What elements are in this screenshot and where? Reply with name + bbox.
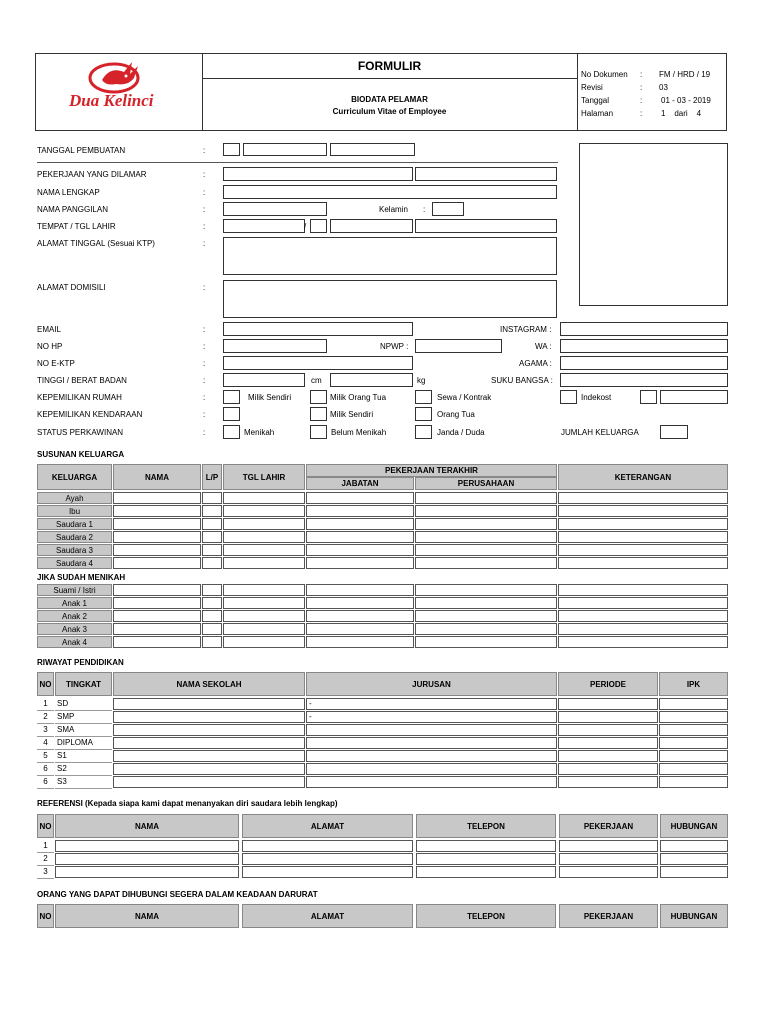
table-cell[interactable]: [306, 492, 414, 504]
checkbox-janda-duda[interactable]: [415, 425, 432, 439]
email-field[interactable]: [223, 322, 413, 336]
table-cell[interactable]: [113, 610, 201, 622]
tinggi-field[interactable]: [223, 373, 305, 387]
table-cell[interactable]: [113, 544, 201, 556]
table-cell[interactable]: [242, 840, 413, 852]
table-cell[interactable]: [113, 492, 201, 504]
edu-row-level: SMP: [55, 711, 112, 724]
table-cell[interactable]: [223, 636, 305, 648]
table-cell[interactable]: [558, 610, 728, 622]
family-member-label: Ayah: [37, 492, 112, 504]
table-cell[interactable]: [202, 584, 222, 596]
alamat-tinggal-field[interactable]: [223, 237, 557, 275]
label-pekerjaan: PEKERJAAN YANG DILAMAR: [37, 170, 147, 179]
nama-panggilan-field[interactable]: [223, 202, 327, 216]
checkbox-belum-menikah[interactable]: [310, 425, 327, 439]
table-cell[interactable]: [202, 544, 222, 556]
table-cell[interactable]: [559, 840, 658, 852]
col-lp: L/P: [202, 464, 222, 490]
instagram-field[interactable]: [560, 322, 728, 336]
tgl-lahir-month-field[interactable]: [330, 219, 413, 233]
table-cell[interactable]: [113, 623, 201, 635]
table-cell[interactable]: [113, 776, 305, 788]
table-cell[interactable]: [202, 492, 222, 504]
checkbox-rumah-indekost[interactable]: [560, 390, 577, 404]
ref-row-number: 1: [37, 840, 54, 853]
emg-col-nama: NAMA: [55, 904, 239, 928]
col-keterangan: KETERANGAN: [558, 464, 728, 490]
no-hp-field[interactable]: [223, 339, 327, 353]
pekerjaan-field-2[interactable]: [415, 167, 557, 181]
meta-label: Tanggal: [581, 96, 610, 105]
label-tempat-tgl: TEMPAT / TGL LAHIR: [37, 222, 116, 231]
family-member-label: Anak 4: [37, 636, 112, 648]
table-cell[interactable]: [659, 737, 728, 749]
meta-label: Revisi: [581, 83, 603, 92]
edu-row-level: SMA: [55, 724, 112, 737]
alamat-domisili-field[interactable]: [223, 280, 557, 318]
kendaraan-field[interactable]: [223, 407, 240, 421]
table-cell[interactable]: [306, 557, 414, 569]
table-cell[interactable]: [558, 584, 728, 596]
table-cell[interactable]: [306, 763, 557, 775]
section-susunan-keluarga: SUSUNAN KELUARGA: [37, 450, 125, 459]
table-cell[interactable]: [559, 866, 658, 878]
table-cell[interactable]: [659, 724, 728, 736]
label-jumlah-keluarga: JUMLAH KELUARGA: [561, 428, 639, 437]
table-cell[interactable]: [223, 597, 305, 609]
table-cell[interactable]: [306, 610, 414, 622]
table-cell[interactable]: [306, 737, 557, 749]
table-cell[interactable]: [202, 597, 222, 609]
label-tanggal-pembuatan: TANGGAL PEMBUATAN: [37, 146, 126, 155]
table-cell[interactable]: [306, 518, 414, 530]
emg-col-alamat: ALAMAT: [242, 904, 413, 928]
table-cell[interactable]: [242, 866, 413, 878]
table-cell[interactable]: [113, 518, 201, 530]
logo-text: Dua Kelinci: [69, 91, 154, 110]
table-cell[interactable]: [113, 750, 305, 762]
suku-bangsa-field[interactable]: [560, 373, 728, 387]
ref-col-alamat: ALAMAT: [242, 814, 413, 838]
ref-col-no: NO: [37, 814, 54, 838]
edu-row-number: 3: [37, 724, 54, 737]
label-nama-panggilan: NAMA PANGGILAN: [37, 205, 108, 214]
table-cell[interactable]: [659, 698, 728, 710]
label-tinggi-berat: TINGGI / BERAT BADAN: [37, 376, 127, 385]
checkbox-rumah-milik-sendiri[interactable]: [223, 390, 240, 404]
edu-col-ipk: IPK: [659, 672, 728, 696]
table-cell[interactable]: [558, 737, 658, 749]
family-member-label: Saudara 4: [37, 557, 112, 569]
table-cell[interactable]: [306, 750, 557, 762]
table-cell[interactable]: [113, 636, 201, 648]
table-cell[interactable]: [558, 531, 728, 543]
edu-row-number: 2: [37, 711, 54, 724]
edu-col-jurusan: JURUSAN: [306, 672, 557, 696]
table-cell[interactable]: [113, 531, 201, 543]
meta-label: No Dokumen: [581, 70, 628, 79]
col-nama: NAMA: [113, 464, 201, 490]
ref-col-hubungan: HUBUNGAN: [660, 814, 728, 838]
family-member-label: Anak 1: [37, 597, 112, 609]
table-cell[interactable]: [415, 636, 557, 648]
jumlah-keluarga-field[interactable]: [660, 425, 688, 439]
edu-row-level: S3: [55, 776, 112, 789]
pekerjaan-field-1[interactable]: [223, 167, 413, 181]
berat-field[interactable]: [330, 373, 413, 387]
table-cell[interactable]: [306, 597, 414, 609]
table-cell[interactable]: [558, 711, 658, 723]
edu-row-number: 6: [37, 763, 54, 776]
label-suku-bangsa: SUKU BANGSA :: [491, 376, 553, 385]
company-logo: [36, 54, 202, 130]
label-alamat-tinggal: ALAMAT TINGGAL (Sesuai KTP): [37, 239, 155, 248]
table-cell[interactable]: [113, 763, 305, 775]
ref-col-telepon: TELEPON: [416, 814, 556, 838]
edu-row-level: S1: [55, 750, 112, 763]
table-cell[interactable]: [558, 750, 658, 762]
col-tgl-lahir: TGL LAHIR: [223, 464, 305, 490]
table-cell[interactable]: [558, 623, 728, 635]
date-day-field[interactable]: [223, 143, 240, 156]
table-cell[interactable]: [659, 711, 728, 723]
table-cell[interactable]: [306, 636, 414, 648]
table-cell[interactable]: [202, 636, 222, 648]
table-cell[interactable]: -: [306, 698, 557, 710]
col-pekerjaan-terakhir: PEKERJAAN TERAKHIR: [306, 464, 557, 477]
label-instagram: INSTAGRAM :: [500, 325, 552, 334]
rabbit-logo-icon: [36, 54, 202, 130]
table-cell[interactable]: [558, 636, 728, 648]
label-nama-lengkap: NAMA LENGKAP: [37, 188, 100, 197]
table-cell[interactable]: [558, 557, 728, 569]
checkbox-menikah[interactable]: [223, 425, 240, 439]
table-cell[interactable]: [558, 505, 728, 517]
table-cell[interactable]: [416, 840, 556, 852]
table-cell[interactable]: [242, 853, 413, 865]
table-cell[interactable]: [306, 724, 557, 736]
emg-col-pekerjaan: PEKERJAAN: [559, 904, 658, 928]
table-cell[interactable]: [416, 866, 556, 878]
edu-row-level: DIPLOMA: [55, 737, 112, 750]
table-cell[interactable]: [223, 610, 305, 622]
col-jabatan: JABATAN: [306, 477, 414, 490]
emg-col-telepon: TELEPON: [416, 904, 556, 928]
table-cell[interactable]: [202, 505, 222, 517]
ref-row-number: 3: [37, 866, 54, 879]
npwp-field[interactable]: [415, 339, 502, 353]
table-cell[interactable]: [659, 763, 728, 775]
rumah-lainnya-field[interactable]: [660, 390, 728, 404]
table-cell[interactable]: [306, 776, 557, 788]
table-cell[interactable]: [202, 623, 222, 635]
edu-col-nama-sekolah: NAMA SEKOLAH: [113, 672, 305, 696]
label-kepemilikan-rumah: KEPEMILIKAN RUMAH: [37, 393, 122, 402]
date-year-field[interactable]: [330, 143, 415, 156]
table-cell[interactable]: [55, 853, 239, 865]
table-cell[interactable]: -: [306, 711, 557, 723]
table-cell[interactable]: [558, 724, 658, 736]
table-cell[interactable]: [223, 584, 305, 596]
no-ektp-field[interactable]: [223, 356, 413, 370]
family-member-label: Anak 3: [37, 623, 112, 635]
table-cell[interactable]: [415, 505, 557, 517]
table-cell[interactable]: [558, 698, 658, 710]
form-subtitle: BIODATA PELAMAR: [351, 95, 428, 104]
label-no-ektp: NO E-KTP: [37, 359, 75, 368]
table-cell[interactable]: [558, 544, 728, 556]
table-cell[interactable]: [558, 518, 728, 530]
checkbox-kendaraan-orang-tua[interactable]: [415, 407, 432, 421]
family-member-label: Saudara 2: [37, 531, 112, 543]
table-cell[interactable]: [223, 557, 305, 569]
meta-label: Halaman: [581, 109, 614, 118]
family-member-label: Anak 2: [37, 610, 112, 622]
table-cell[interactable]: [415, 610, 557, 622]
table-cell[interactable]: [415, 557, 557, 569]
table-cell[interactable]: [415, 492, 557, 504]
emg-col-hubungan: HUBUNGAN: [660, 904, 728, 928]
table-cell[interactable]: [558, 597, 728, 609]
table-cell[interactable]: [559, 853, 658, 865]
table-cell[interactable]: [415, 584, 557, 596]
label-email: EMAIL: [37, 325, 62, 334]
section-referensi: REFERENSI (Kepada siapa kami dapat menanyakan diri saudara lebih lengkap): [37, 799, 338, 808]
family-member-label: Suami / Istri: [37, 584, 112, 596]
table-cell[interactable]: [660, 840, 728, 852]
edu-row-number: 5: [37, 750, 54, 763]
kelamin-field[interactable]: [432, 202, 464, 216]
table-cell[interactable]: [202, 557, 222, 569]
table-cell[interactable]: [223, 531, 305, 543]
label-npwp: NPWP :: [380, 342, 409, 351]
table-cell[interactable]: [223, 623, 305, 635]
label-wa: WA :: [535, 342, 552, 351]
table-cell[interactable]: [416, 853, 556, 865]
table-cell[interactable]: [306, 623, 414, 635]
section-riwayat-pendidikan: RIWAYAT PENDIDIKAN: [37, 658, 124, 667]
table-cell[interactable]: [223, 505, 305, 517]
table-cell[interactable]: [113, 584, 201, 596]
ref-col-pekerjaan: PEKERJAAN: [559, 814, 658, 838]
tempat-lahir-field[interactable]: [223, 219, 305, 233]
ref-col-nama: NAMA: [55, 814, 239, 838]
section-kontak-darurat: ORANG YANG DAPAT DIHUBUNGI SEGERA DALAM KEADAAN DARURAT: [37, 890, 318, 899]
wa-field[interactable]: [560, 339, 728, 353]
label-alamat-domisili: ALAMAT DOMISILI: [37, 283, 106, 292]
label-agama: AGAMA :: [519, 359, 552, 368]
table-cell[interactable]: [415, 597, 557, 609]
table-cell[interactable]: [660, 853, 728, 865]
photo-box[interactable]: [579, 143, 728, 306]
edu-row-level: S2: [55, 763, 112, 776]
section-jika-sudah-menikah: JIKA SUDAH MENIKAH: [37, 573, 126, 582]
table-cell[interactable]: [660, 866, 728, 878]
checkbox-rumah-milik-ortu[interactable]: [310, 390, 327, 404]
ref-row-number: 2: [37, 853, 54, 866]
nama-lengkap-field[interactable]: [223, 185, 557, 199]
edu-col-no: NO: [37, 672, 54, 696]
family-member-label: Ibu: [37, 505, 112, 517]
table-cell[interactable]: [558, 776, 658, 788]
table-cell[interactable]: [55, 866, 239, 878]
table-cell[interactable]: [306, 505, 414, 517]
table-cell[interactable]: [202, 531, 222, 543]
col-keluarga: KELUARGA: [37, 464, 112, 490]
table-cell[interactable]: [306, 584, 414, 596]
edu-row-level: SD: [55, 698, 112, 711]
label-status-perkawinan: STATUS PERKAWINAN: [37, 428, 124, 437]
table-cell[interactable]: [415, 623, 557, 635]
table-cell[interactable]: [223, 492, 305, 504]
form-subtitle-en: Curriculum Vitae of Employee: [332, 107, 447, 116]
table-cell[interactable]: [202, 518, 222, 530]
edu-row-number: 6: [37, 776, 54, 789]
table-cell[interactable]: [223, 518, 305, 530]
edu-col-periode: PERIODE: [558, 672, 658, 696]
table-cell[interactable]: [415, 544, 557, 556]
checkbox-rumah-sewa[interactable]: [415, 390, 432, 404]
agama-field[interactable]: [560, 356, 728, 370]
checkbox-rumah-lainnya[interactable]: [640, 390, 657, 404]
date-month-field[interactable]: [243, 143, 327, 156]
checkbox-kendaraan-milik-sendiri[interactable]: [310, 407, 327, 421]
table-cell[interactable]: [223, 544, 305, 556]
emg-col-no: NO: [37, 904, 54, 928]
edu-row-number: 1: [37, 698, 54, 711]
tgl-lahir-day-field[interactable]: [310, 219, 327, 233]
table-cell[interactable]: [558, 763, 658, 775]
col-perusahaan: PERUSAHAAN: [415, 477, 557, 490]
family-member-label: Saudara 1: [37, 518, 112, 530]
table-cell[interactable]: [113, 711, 305, 723]
edu-col-tingkat: TINGKAT: [55, 672, 112, 696]
label-kelamin: Kelamin: [379, 205, 408, 214]
tgl-lahir-year-field[interactable]: [415, 219, 557, 233]
table-cell[interactable]: [659, 776, 728, 788]
table-cell[interactable]: [659, 750, 728, 762]
edu-row-number: 4: [37, 737, 54, 750]
label-no-hp: NO HP: [37, 342, 63, 351]
table-cell[interactable]: [113, 698, 305, 710]
table-cell[interactable]: [415, 518, 557, 530]
family-member-label: Saudara 3: [37, 544, 112, 556]
table-cell[interactable]: [113, 737, 305, 749]
table-cell[interactable]: [415, 531, 557, 543]
table-cell[interactable]: [306, 531, 414, 543]
table-cell[interactable]: [202, 610, 222, 622]
label-kepemilikan-kendaraan: KEPEMILIKAN KENDARAAN: [37, 410, 143, 419]
table-cell[interactable]: [55, 840, 239, 852]
form-title: FORMULIR: [357, 59, 422, 73]
table-cell[interactable]: [558, 492, 728, 504]
table-cell[interactable]: [113, 557, 201, 569]
table-cell[interactable]: [113, 597, 201, 609]
table-cell[interactable]: [306, 544, 414, 556]
table-cell[interactable]: [113, 724, 305, 736]
document-meta: No Dokumen : FM / HRD / 19 Revisi : 03 Tanggal : 01 - 03 - 2019 Halaman : 1 dari 4: [581, 70, 711, 118]
table-cell[interactable]: [113, 505, 201, 517]
